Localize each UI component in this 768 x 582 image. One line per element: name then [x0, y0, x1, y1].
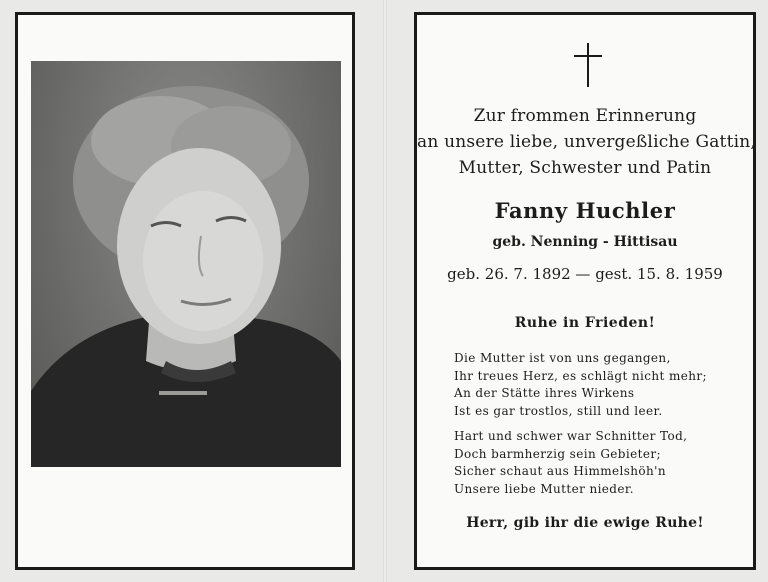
poem-line: Unsere liebe Mutter nieder. [454, 481, 634, 496]
heading-line-2: an unsere liebe, unvergeßliche Gattin, [417, 132, 757, 152]
rest-in-peace: Ruhe in Frieden! [514, 315, 656, 331]
memorial-text-card [414, 12, 756, 570]
poem-line: Doch barmherzig sein Gebieter; [454, 446, 661, 461]
poem-line: Hart und schwer war Schnitter Tod, [454, 429, 688, 443]
portrait-figure [31, 61, 341, 467]
poem-stanza-2 [454, 428, 687, 498]
card-fold [383, 0, 387, 582]
maiden-name: geb. Nenning - Hittisau [492, 234, 678, 250]
poem-stanza-1 [454, 350, 707, 420]
deceased-name: Fanny Huchler [494, 198, 676, 223]
poem-line: An der Stätte ihres Wirkens [454, 386, 635, 400]
poem-line: Die Mutter ist von uns gegangen, [454, 351, 671, 365]
closing-prayer: Herr, gib ihr die ewige Ruhe! [466, 515, 704, 531]
poem-line: Sicher schaut aus Himmelshöh'n [454, 464, 667, 478]
portrait-card [15, 12, 355, 570]
dedication-heading [417, 103, 757, 181]
poem-line: Ist es gar trostlos, still und leer. [454, 403, 663, 418]
heading-line-3: Mutter, Schwester und Patin [458, 158, 712, 178]
poem-line: Ihr treues Herz, es schlägt nicht mehr; [454, 368, 707, 383]
portrait-photo [31, 61, 341, 467]
life-dates: geb. 26. 7. 1892 — gest. 15. 8. 1959 [447, 265, 723, 283]
cross-icon [574, 43, 602, 87]
heading-line-1: Zur frommen Erinnerung [473, 106, 697, 126]
